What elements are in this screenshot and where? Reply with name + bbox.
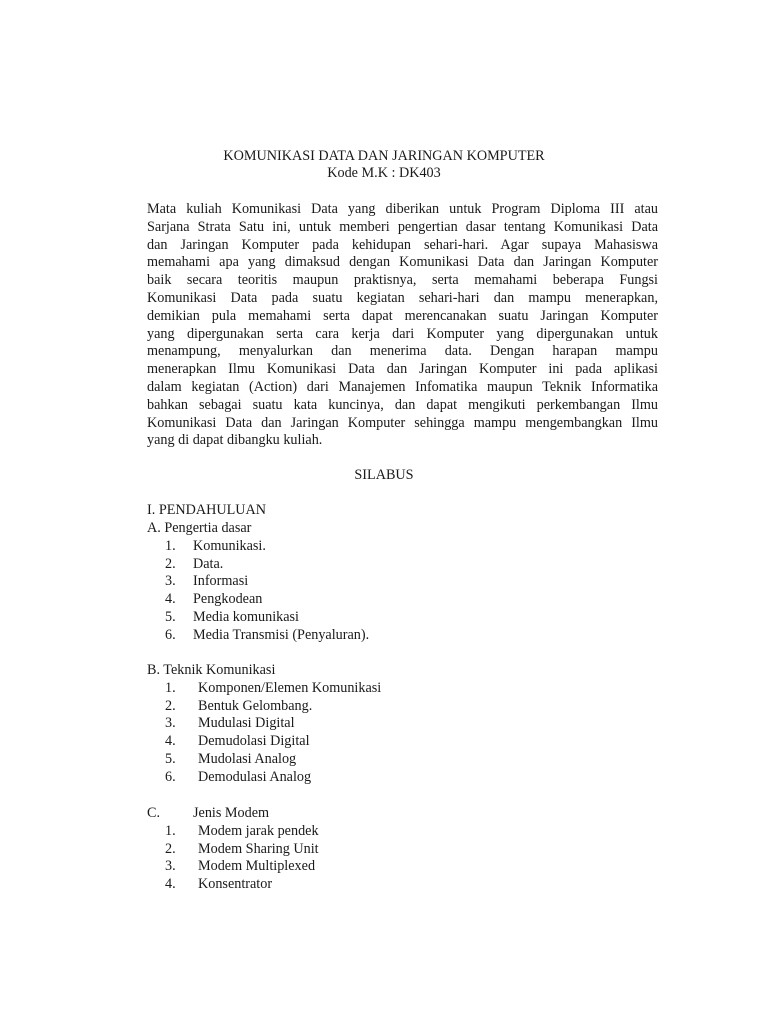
document-title: KOMUNIKASI DATA DAN JARINGAN KOMPUTER	[223, 148, 545, 164]
list-number: 5.	[165, 751, 176, 767]
list-text: Modem Multiplexed	[198, 858, 316, 875]
list-number: 2.	[165, 555, 176, 572]
list-text: Media Transmisi (Penyaluran).	[193, 626, 370, 643]
intro-line: Sarjana Strata Satu ini, untuk memberi pengertian dasar tentang Komunikasi Data	[147, 218, 658, 235]
chapter-heading: I. PENDAHULUAN	[147, 502, 267, 518]
list-text: Mudulasi Digital	[198, 715, 295, 732]
intro-line: Komunikasi Data pada suatu kegiatan sehari-hari dan mampu menerapkan,	[147, 289, 658, 306]
list-text: Konsentrator	[198, 876, 273, 893]
list-number: 1.	[165, 679, 176, 696]
list-text: Modem jarak pendek	[198, 822, 319, 839]
list-number: 5.	[165, 609, 176, 625]
list-number: 3.	[165, 573, 176, 590]
intro-line: memahami apa yang dimaksud dengan Komunikasi Data dan Jaringan Komputer	[147, 254, 658, 271]
list-text: Informasi	[193, 573, 249, 590]
intro-line: demikian pula memahami serta dapat merencanakan suatu Jaringan Komputer	[147, 307, 658, 324]
list-text: Komponen/Elemen Komunikasi	[198, 679, 382, 696]
section-a-title: A. Pengertia dasar	[147, 520, 252, 536]
list-text: Mudolasi Analog	[198, 751, 297, 767]
list-text: Bentuk Gelombang.	[198, 697, 313, 714]
intro-line: baik secara teoritis maupun praktisnya, serta memahami beberapa Fungsi	[147, 272, 658, 289]
section-c-title: Jenis Modem	[193, 805, 270, 821]
list-number: 6.	[165, 626, 176, 643]
list-text: Komunikasi.	[193, 537, 266, 554]
list-number: 1.	[165, 822, 176, 839]
section-c-letter: C.	[147, 805, 161, 821]
intro-line: Komunikasi Data dan Jaringan Komputer sehingga mampu mengembangkan Ilmu	[147, 414, 658, 431]
intro-line: dalam kegiatan (Action) dari Manajemen Infomatika maupun Teknik Informatika	[147, 378, 658, 395]
course-code: Kode M.K : DK403	[327, 165, 441, 181]
list-number: 3.	[165, 715, 176, 732]
intro-paragraph	[147, 201, 658, 450]
list-number: 4.	[165, 591, 176, 608]
section-b-title: B. Teknik Komunikasi	[147, 662, 276, 678]
list-number: 3.	[165, 858, 176, 875]
list-number: 2.	[165, 697, 176, 714]
list-number: 2.	[165, 840, 176, 857]
intro-line: bahkan sebagai suatu kata kuncinya, dan dapat mengikuti perkembangan Ilmu	[147, 396, 658, 413]
intro-line: Mata kuliah Komunikasi Data yang diberikan untuk Program Diploma III atau	[147, 201, 658, 217]
list-text: Media komunikasi	[193, 609, 299, 625]
list-text: Data.	[193, 555, 224, 572]
intro-line: menampung, menyalurkan dan menerima data. Dengan harapan mampu	[147, 343, 658, 360]
intro-line: yang dipergunakan serta cara kerja dari Komputer yang dipergunakan untuk	[147, 325, 658, 342]
list-text: Pengkodean	[193, 591, 263, 608]
list-number: 4.	[165, 733, 176, 750]
intro-line: yang di dapat dibangku kuliah.	[147, 432, 323, 449]
list-number: 6.	[165, 768, 176, 785]
list-number: 4.	[165, 876, 176, 893]
silabus-heading: SILABUS	[354, 467, 414, 483]
list-text: Demodulasi Analog	[198, 768, 312, 785]
intro-line: dan Jaringan Komputer pada kehidupan sehari-hari. Agar supaya Mahasiswa	[147, 236, 658, 253]
intro-line: menerapkan Ilmu Komunikasi Data dan Jaringan Komputer ini pada aplikasi	[147, 361, 658, 378]
list-text: Demudolasi Digital	[198, 733, 310, 750]
list-text: Modem Sharing Unit	[198, 840, 319, 857]
list-number: 1.	[165, 537, 176, 554]
